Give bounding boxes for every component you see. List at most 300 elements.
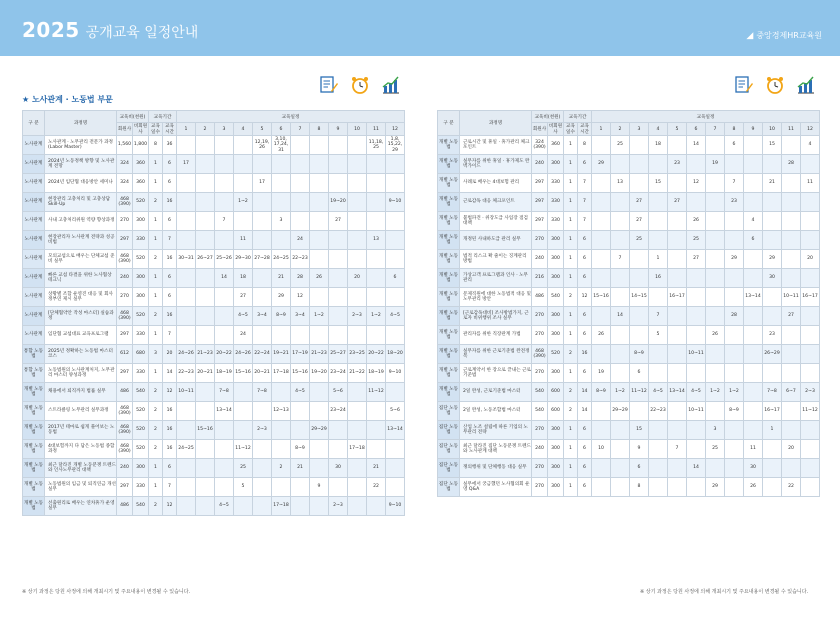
row-month-4: 27 [234, 288, 253, 307]
row-month-10 [348, 478, 367, 497]
row-month-2: 15~16 [196, 421, 215, 440]
row-month-9 [329, 174, 348, 193]
row-month-8: 29~29 [310, 421, 329, 440]
row-month-4 [649, 478, 668, 497]
row-course-name: 근로시간 및 휴일 · 휴가관리 체크포인트 [460, 136, 532, 155]
row-month-3: 20~22 [215, 345, 234, 364]
row-hours: 12 [578, 288, 592, 307]
row-member-fee: 270 [532, 307, 548, 326]
row-hours: 12 [163, 497, 177, 516]
row-month-11 [367, 421, 386, 440]
row-month-4: 22~23 [649, 402, 668, 421]
row-category: 노사관계 [23, 231, 45, 250]
row-month-10 [348, 136, 367, 155]
row-month-2 [196, 497, 215, 516]
table-row [23, 288, 405, 307]
row-month-1 [177, 212, 196, 231]
row-month-10: 15 [763, 136, 782, 155]
row-course-name: 현장관리자 노사관계 전략과 성공 비법 [45, 231, 117, 250]
row-month-9: 26 [744, 478, 763, 497]
row-month-1 [592, 193, 611, 212]
row-month-9 [329, 155, 348, 174]
table-row [438, 440, 820, 459]
row-month-5 [253, 231, 272, 250]
row-days: 1 [149, 364, 163, 383]
row-month-1: 10 [592, 440, 611, 459]
row-month-8: 9 [310, 478, 329, 497]
table-row [438, 326, 820, 345]
row-days: 2 [149, 402, 163, 421]
table-row [438, 288, 820, 307]
row-month-12 [801, 364, 820, 383]
row-nonmember-fee: 360 [133, 155, 149, 174]
row-category: 개별 노동법 [23, 421, 45, 440]
row-member-fee: 240 [532, 155, 548, 174]
row-nonmember-fee: 300 [548, 250, 564, 269]
row-member-fee: 216 [532, 269, 548, 288]
row-month-10 [348, 497, 367, 516]
row-course-name: 임단협 교섭대표 교육프로그램 [45, 326, 117, 345]
row-month-11: 22 [367, 478, 386, 497]
row-month-12 [386, 250, 405, 269]
row-hours: 6 [163, 212, 177, 231]
row-month-7 [706, 174, 725, 193]
row-month-2 [196, 459, 215, 478]
row-month-6: 2 [272, 459, 291, 478]
row-month-1 [177, 269, 196, 288]
row-month-6: 24~25 [272, 250, 291, 269]
row-month-4 [234, 212, 253, 231]
row-month-12: 16~17 [801, 288, 820, 307]
table-row [438, 478, 820, 497]
row-month-5 [668, 136, 687, 155]
row-month-10: 7~8 [763, 383, 782, 402]
row-month-1 [177, 459, 196, 478]
row-month-6 [687, 478, 706, 497]
row-month-6 [687, 440, 706, 459]
row-month-5 [668, 345, 687, 364]
row-hours: 16 [163, 440, 177, 459]
row-month-5 [253, 402, 272, 421]
row-member-fee: 270 [532, 326, 548, 345]
row-month-2 [196, 402, 215, 421]
row-month-3: 25~26 [215, 250, 234, 269]
row-month-9 [329, 136, 348, 155]
row-month-4: 1~2 [234, 193, 253, 212]
table-row [438, 155, 820, 174]
row-month-11 [367, 288, 386, 307]
row-month-2 [196, 383, 215, 402]
row-month-11: 20~22 [367, 345, 386, 364]
row-nonmember-fee: 520 [133, 193, 149, 212]
row-month-10: 23 [763, 326, 782, 345]
row-course-name: 최근 달라진 집단 노동분쟁 트렌드와 노사관계 대책 [460, 440, 532, 459]
table-row [23, 345, 405, 364]
row-month-11: 27 [782, 307, 801, 326]
row-month-9 [744, 269, 763, 288]
row-month-6 [272, 383, 291, 402]
section-title: ★ 노사관계 · 노동법 부문 [22, 95, 113, 104]
row-month-8 [725, 212, 744, 231]
header-category: 구 분 [23, 111, 45, 136]
row-month-9: 19~20 [329, 193, 348, 212]
header-month-5: 5 [668, 123, 687, 136]
row-month-1 [592, 174, 611, 193]
row-member-fee: 297 [117, 478, 133, 497]
row-month-2 [196, 212, 215, 231]
row-member-fee: 240 [532, 440, 548, 459]
row-month-12: 9~10 [386, 193, 405, 212]
row-category: 개별 노동법 [438, 307, 460, 326]
row-month-4: 24~26 [234, 345, 253, 364]
row-course-name: 사내 고충처리위원 역량 향상과정 [45, 212, 117, 231]
row-month-9 [329, 307, 348, 326]
row-month-12 [386, 231, 405, 250]
row-nonmember-fee: 520 [133, 421, 149, 440]
row-member-fee: 468 (390) [117, 402, 133, 421]
row-month-12 [386, 212, 405, 231]
row-month-6: 29 [272, 288, 291, 307]
row-month-10: 20 [348, 269, 367, 288]
title-main: 공개교육 일정안내 [85, 25, 199, 41]
row-month-2 [196, 478, 215, 497]
row-month-12 [386, 478, 405, 497]
row-course-name: [단체협약안 작성 마스터] 실습과정 [45, 307, 117, 326]
row-month-5 [668, 402, 687, 421]
org-logo [746, 30, 822, 41]
row-month-12: 11~12 [801, 402, 820, 421]
row-month-7: 15~16 [291, 364, 310, 383]
row-month-9 [329, 250, 348, 269]
row-month-2 [196, 193, 215, 212]
row-month-2 [611, 440, 630, 459]
row-month-6: 3 [272, 212, 291, 231]
row-month-8 [725, 288, 744, 307]
row-days: 1 [149, 155, 163, 174]
row-month-6 [272, 326, 291, 345]
row-month-9 [744, 345, 763, 364]
row-course-name: 2024년 노동정책 방향 및 노사관계 전망 [45, 155, 117, 174]
row-hours: 6 [163, 459, 177, 478]
row-month-10: 21~22 [348, 364, 367, 383]
header-fee: 교육비(천원) [117, 111, 149, 123]
row-month-6: 19~21 [272, 345, 291, 364]
row-month-6: 10~11 [687, 402, 706, 421]
row-month-3: 15 [630, 421, 649, 440]
row-month-11 [782, 212, 801, 231]
row-month-7 [706, 231, 725, 250]
row-month-8 [725, 440, 744, 459]
row-hours: 6 [578, 478, 592, 497]
row-month-9 [744, 383, 763, 402]
row-month-12 [801, 421, 820, 440]
row-month-5 [253, 288, 272, 307]
row-month-8 [310, 136, 329, 155]
row-month-8 [725, 231, 744, 250]
row-month-12: 5~6 [386, 402, 405, 421]
row-month-6 [687, 364, 706, 383]
row-month-4 [649, 288, 668, 307]
header-month-4: 4 [234, 123, 253, 136]
row-month-5 [253, 497, 272, 516]
row-member-fee: 240 [117, 459, 133, 478]
row-days: 1 [564, 459, 578, 478]
row-course-name: [근로감독대비] 조사방법가지, 근로자 비위행위 조사 실무 [460, 307, 532, 326]
row-category: 노사관계 [23, 326, 45, 345]
row-member-fee: 486 [532, 288, 548, 307]
row-month-6: 14 [687, 459, 706, 478]
table-row [23, 193, 405, 212]
table-row [438, 231, 820, 250]
row-month-12 [386, 174, 405, 193]
row-month-8 [725, 155, 744, 174]
row-month-1 [177, 174, 196, 193]
row-nonmember-fee: 330 [133, 478, 149, 497]
row-month-10: 1 [763, 421, 782, 440]
row-month-8 [725, 326, 744, 345]
row-month-12 [386, 383, 405, 402]
row-month-7 [291, 174, 310, 193]
row-month-5 [668, 231, 687, 250]
row-month-1 [592, 402, 611, 421]
row-month-8 [725, 364, 744, 383]
row-month-6 [272, 155, 291, 174]
table-row [23, 440, 405, 459]
row-month-5: 17 [253, 174, 272, 193]
header-hours: 교육시간 [578, 123, 592, 136]
row-member-fee: 612 [117, 345, 133, 364]
row-course-name: 근로계약서 한 장으로 끝내는 근로기준법 [460, 364, 532, 383]
row-month-7 [706, 459, 725, 478]
row-days: 1 [564, 231, 578, 250]
header-month-3: 3 [215, 123, 234, 136]
row-month-7: 19 [706, 155, 725, 174]
row-course-name: 4대보험까지 다 담은 노동법 종합과정 [45, 440, 117, 459]
row-month-7 [291, 326, 310, 345]
table-header-left [23, 111, 405, 136]
row-month-3: 14~15 [630, 288, 649, 307]
row-member-fee: 486 [117, 497, 133, 516]
row-month-5: 12,19, 26 [253, 136, 272, 155]
row-month-7 [706, 212, 725, 231]
row-month-10 [348, 288, 367, 307]
row-month-5 [668, 269, 687, 288]
row-days: 1 [149, 212, 163, 231]
row-month-9 [329, 421, 348, 440]
row-days: 1 [564, 269, 578, 288]
row-month-5 [668, 212, 687, 231]
row-month-11: 28 [782, 155, 801, 174]
row-nonmember-fee: 300 [548, 421, 564, 440]
row-course-name: 산업 노조 설립에 따른 기업의 노무관리 전략 [460, 421, 532, 440]
row-course-name: 실무자를 위한 근로기준법 완전정복 [460, 345, 532, 364]
row-month-8: 29 [725, 250, 744, 269]
row-month-5 [668, 364, 687, 383]
row-member-fee: 297 [117, 231, 133, 250]
row-month-3 [215, 193, 234, 212]
row-category: 노사관계 [23, 307, 45, 326]
row-hours: 7 [163, 326, 177, 345]
row-month-9 [744, 307, 763, 326]
table-row [438, 174, 820, 193]
row-month-8: 26 [310, 269, 329, 288]
row-month-3 [630, 326, 649, 345]
row-month-6: 4~5 [687, 383, 706, 402]
row-category: 개별 노동법 [438, 250, 460, 269]
header-month-1: 1 [592, 123, 611, 136]
table-row [438, 136, 820, 155]
row-month-2: 1~2 [611, 383, 630, 402]
row-member-fee: 324 [117, 174, 133, 193]
org-mark-icon: ◢ [746, 31, 754, 41]
row-hours: 6 [578, 440, 592, 459]
row-course-name: 2일 완성, 노동조합법 마스터 [460, 402, 532, 421]
row-month-6: 27 [687, 250, 706, 269]
table-row [438, 421, 820, 440]
row-month-1: 26 [592, 326, 611, 345]
header-category: 구 분 [438, 111, 460, 136]
row-category: 노사관계 [23, 269, 45, 288]
row-category: 개별 노동법 [23, 402, 45, 421]
row-month-9: 4 [744, 212, 763, 231]
row-category: 개별 노동법 [23, 459, 45, 478]
row-month-9 [744, 155, 763, 174]
row-category: 개별 노동법 [438, 231, 460, 250]
row-month-6 [687, 155, 706, 174]
row-month-3: 27 [630, 212, 649, 231]
row-month-12: 9~10 [386, 497, 405, 516]
row-days: 2 [564, 402, 578, 421]
row-month-11 [367, 250, 386, 269]
table-row [438, 364, 820, 383]
icon-group-right [733, 74, 817, 96]
row-month-7 [291, 478, 310, 497]
row-month-8: 19~20 [310, 364, 329, 383]
row-month-1 [177, 421, 196, 440]
row-month-2 [611, 364, 630, 383]
row-hours: 6 [578, 250, 592, 269]
row-nonmember-fee: 540 [133, 383, 149, 402]
row-month-10: 17~18 [348, 440, 367, 459]
row-category: 노사관계 [23, 136, 45, 155]
schedule-table-left [22, 110, 405, 516]
row-hours: 16 [163, 250, 177, 269]
row-member-fee: 540 [532, 402, 548, 421]
row-month-5 [253, 269, 272, 288]
bar-chart-icon [795, 74, 817, 96]
row-member-fee: 270 [117, 212, 133, 231]
row-month-7: 3~4 [291, 307, 310, 326]
row-nonmember-fee: 300 [548, 440, 564, 459]
row-month-6: 25 [687, 231, 706, 250]
row-hours: 16 [163, 402, 177, 421]
row-month-4 [649, 345, 668, 364]
row-month-5 [253, 440, 272, 459]
row-month-1 [177, 307, 196, 326]
row-member-fee: 270 [532, 364, 548, 383]
row-month-2: 21~23 [196, 345, 215, 364]
row-month-4: 7 [649, 307, 668, 326]
row-days: 2 [564, 345, 578, 364]
row-category: 집단 노동법 [438, 478, 460, 497]
row-month-8 [310, 193, 329, 212]
row-hours: 6 [578, 364, 592, 383]
table-row [23, 478, 405, 497]
row-month-2 [196, 288, 215, 307]
table-row [438, 307, 820, 326]
row-month-12 [801, 440, 820, 459]
row-hours: 7 [163, 478, 177, 497]
row-month-2 [196, 440, 215, 459]
row-month-7 [291, 497, 310, 516]
row-month-11 [782, 250, 801, 269]
row-month-8: 1~2 [725, 383, 744, 402]
row-month-4 [234, 155, 253, 174]
alarm-clock-icon [764, 74, 786, 96]
row-days: 1 [564, 326, 578, 345]
row-month-6: 14 [687, 136, 706, 155]
row-course-name: 스트라클링 노무관리 실무과정 [45, 402, 117, 421]
row-month-9 [744, 174, 763, 193]
row-member-fee: 468 (390) [117, 421, 133, 440]
row-days: 1 [149, 231, 163, 250]
row-month-7 [706, 402, 725, 421]
row-hours: 6 [578, 269, 592, 288]
org-name: 중앙경제HR교육원 [756, 31, 822, 40]
row-hours: 7 [578, 212, 592, 231]
row-month-1 [592, 231, 611, 250]
row-month-5: 20~21 [253, 364, 272, 383]
header-days: 교육일수 [564, 123, 578, 136]
row-days: 1 [564, 364, 578, 383]
row-month-3 [630, 155, 649, 174]
row-month-4: 18 [649, 136, 668, 155]
row-nonmember-fee: 300 [133, 459, 149, 478]
row-month-2 [611, 345, 630, 364]
row-course-name: 채용에서 퇴직까지 법률 실무 [45, 383, 117, 402]
row-days: 2 [149, 421, 163, 440]
row-course-name: 상황별 조합 운영진 대응 및 회사 정부연 제시 실무 [45, 288, 117, 307]
row-month-8 [310, 440, 329, 459]
row-month-12: 2~3 [801, 383, 820, 402]
row-month-9 [744, 250, 763, 269]
row-month-5: 16~17 [668, 288, 687, 307]
row-category: 개별 노동법 [438, 155, 460, 174]
row-course-name: 사례로 배우는 4대보험 관리 [460, 174, 532, 193]
row-month-9 [744, 402, 763, 421]
header-month-8: 8 [725, 123, 744, 136]
row-category: 집단 노동법 [438, 440, 460, 459]
row-month-12 [386, 326, 405, 345]
footnote-left: ※ 상기 과정은 당원 사정에 의해 개최시기 및 주요내용이 변경될 수 있습니다. [22, 589, 191, 595]
row-course-name: 노동법원의 임금 및 퇴직연금 개선 실무 [45, 478, 117, 497]
row-month-5: 7~8 [253, 383, 272, 402]
row-month-10 [348, 421, 367, 440]
row-month-10 [763, 193, 782, 212]
row-month-7 [706, 307, 725, 326]
row-month-11 [782, 345, 801, 364]
document-pen-icon [318, 74, 340, 96]
row-member-fee: 240 [532, 250, 548, 269]
row-month-2: 14 [611, 307, 630, 326]
row-category: 노사관계 [23, 193, 45, 212]
row-month-9: 23~24 [329, 364, 348, 383]
row-category: 개별 노동법 [438, 383, 460, 402]
bar-chart-icon [380, 74, 402, 96]
row-member-fee: 270 [532, 478, 548, 497]
row-month-11 [782, 174, 801, 193]
row-month-5 [253, 212, 272, 231]
